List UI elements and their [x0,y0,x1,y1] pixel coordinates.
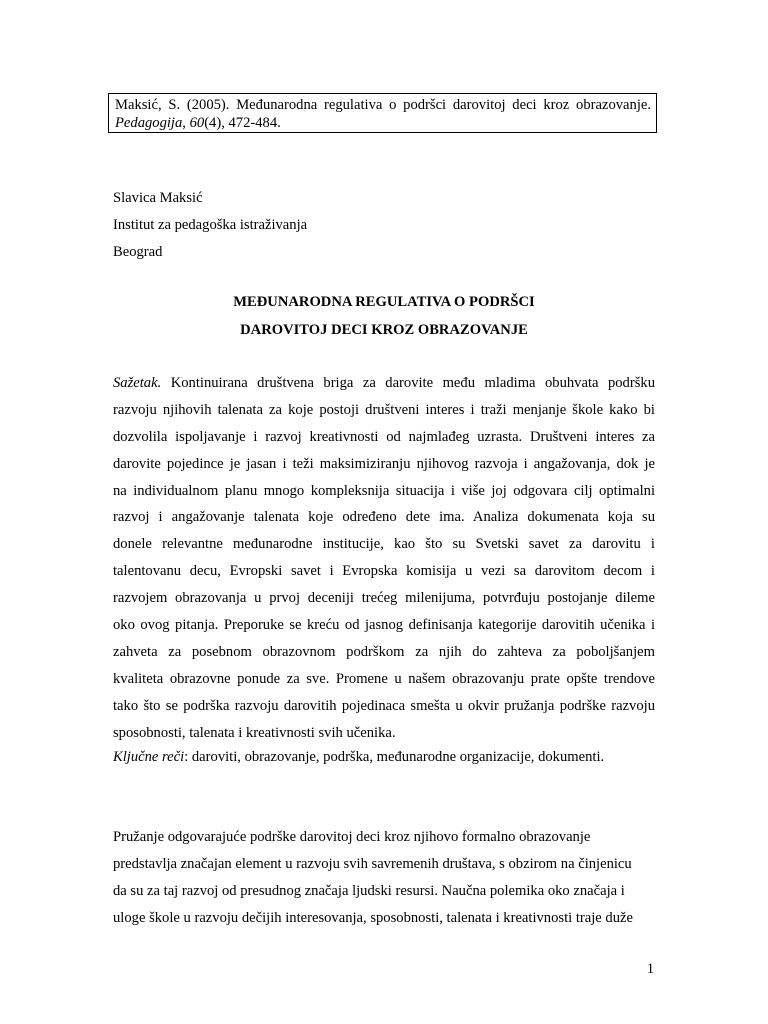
paper-title [0,288,768,344]
abstract [113,370,655,746]
abstract-line: donele relevantne međunarodne institucije, kao što su Svetski savet za darovitu i [113,536,655,553]
body-line: Pružanje odgovarajuće podrške darovitoj deci kroz njihovo formalno obrazovanje [113,829,591,845]
abstract-line: darovite pojedince je jasan i teži maksimiziranju njihovog razvoja i angažovanja, dok je [113,455,655,472]
author-institution: Institut za pedagoška istraživanja [113,217,308,233]
abstract-line: tako što se podrška razvoju darovitih pojedinaca smešta u okvir pružanja podrške razvoju [113,697,655,714]
title-line-2: DAROVITOJ DECI KROZ OBRAZOVANJE [240,322,528,338]
abstract-line: razvoj i angažovanje talenata koje određeno dete ima. Analiza dokumenata koja su [113,509,655,526]
citation-pages: (4), 472-484. [204,115,281,131]
abstract-line: oko ovog pitanja. Preporuke se kreću od jasnog definisanja kategorije darovitih učenika i [113,617,655,634]
abstract-line: dozvolila ispoljavanje i razvoj kreativnosti od najmlađeg uzrasta. Društveni interes za [113,428,655,445]
abstract-line: sposobnosti, talenata i kreativnosti svih učenika. [113,724,396,741]
author-city: Beograd [113,244,163,260]
abstract-line: na individualnom planu mnogo kompleksnija situacija i više joj odgovara cilj optimalni [113,482,655,499]
abstract-label: Sažetak. [113,375,162,391]
author-block [113,185,307,266]
abstract-line: razvojem obrazovanja u prvoj deceniji trećeg milenijuma, potvrđuju postojanje dileme [113,590,655,607]
author-name: Slavica Maksić [113,190,203,206]
abstract-line: zahveta za posebnom obrazovnom podrškom za njih do zahteva za poboljšanjem [113,643,655,660]
abstract-line-text: Kontinuirana društvena briga za darovite među mladima obuhvata podršku [161,375,655,391]
citation-line: Maksić, S. (2005). Međunarodna regulativa o podršci darovitoj deci kroz obrazovanje. [115,97,651,113]
body-line: uloge škole u razvoju dečijih interesovanja, sposobnosti, talenata i kreativnosti traje duže [113,910,633,926]
abstract-line [113,370,655,397]
journal-name: Pedagogija [115,115,183,131]
title-line-1: MEĐUNARODNA REGULATIVA O PODRŠCI [233,294,535,310]
page-number: 1 [646,961,654,977]
citation-box [108,93,657,133]
journal-volume: 60 [189,115,205,131]
citation-source [115,115,281,131]
abstract-line: kvaliteta obrazovne ponude za sve. Promene u našem obrazovanju prate opšte trendove [113,670,655,687]
body-paragraph [113,824,655,932]
abstract-line: razvoju njihovih talenata za koje postoji društveni interes i traži menjanje škole kako bi [113,401,655,418]
keywords [113,744,604,770]
body-line: predstavlja značajan element u razvoju svih savremenih društava, s obzirom na činjenicu [113,856,632,872]
keywords-text: : daroviti, obrazovanje, podrška, međunarodne organizacije, dokumenti. [184,749,605,765]
keywords-label: Ključne reči [113,749,185,765]
body-line: da su za taj razvoj od presudnog značaja ljudski resursi. Naučna polemika oko značaja i [113,883,625,899]
citation-separator: , [182,115,190,131]
abstract-line: talentovanu decu, Evropski savet i Evropska komisija u vezi sa darovitom decom i [113,563,655,580]
